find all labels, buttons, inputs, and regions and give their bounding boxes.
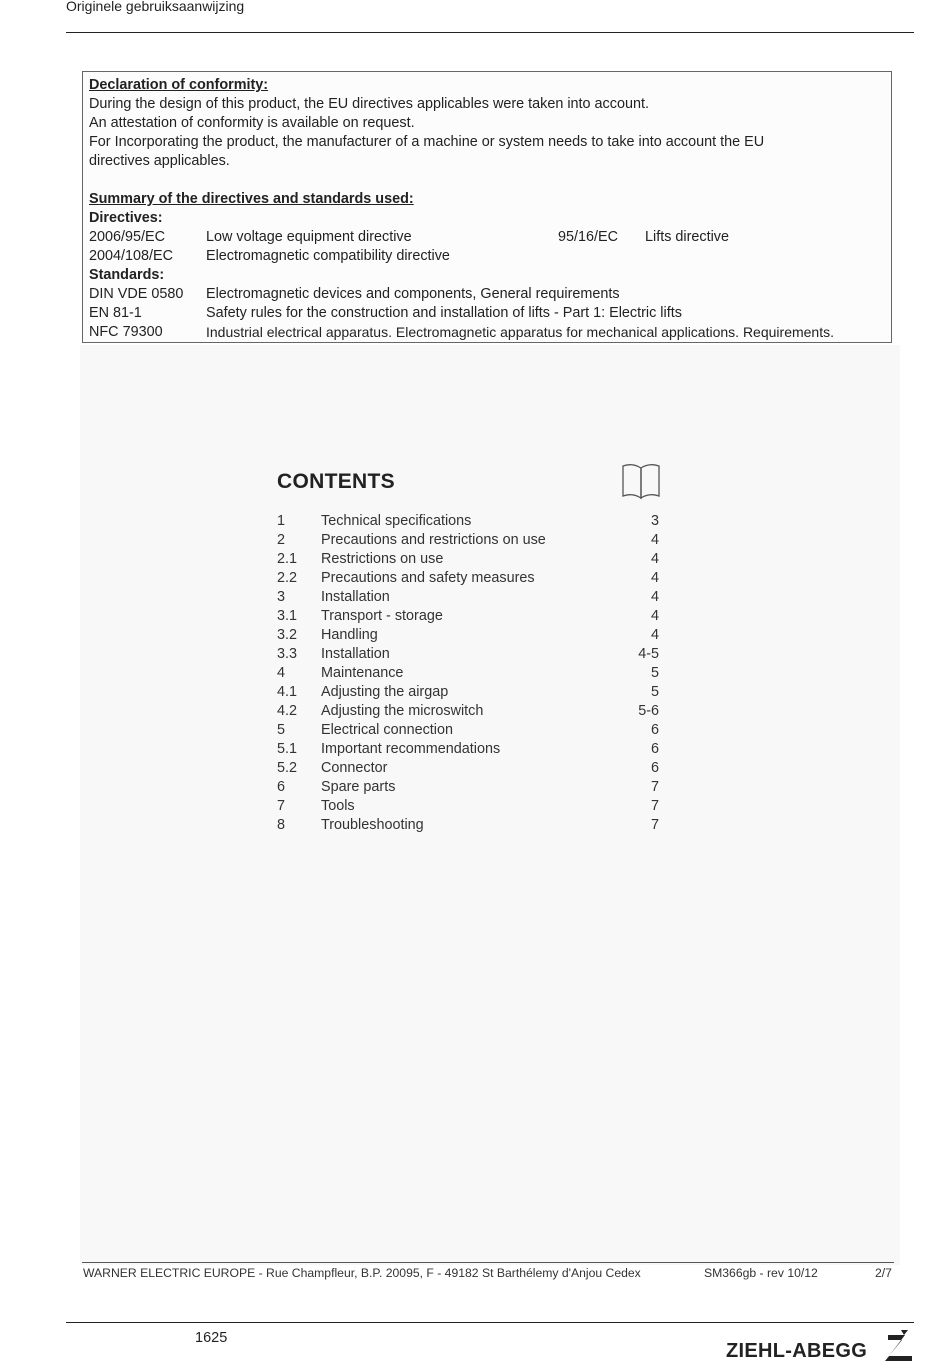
directive-name: Low voltage equipment directive xyxy=(206,229,412,245)
toc-section-number: 2.2 xyxy=(277,570,298,586)
declaration-heading: Declaration of conformity: xyxy=(89,77,269,93)
toc-page-number: 4 xyxy=(650,551,659,567)
toc-section-number: 4.2 xyxy=(277,703,298,719)
toc-row xyxy=(277,646,662,665)
toc-section-title: Important recommendations xyxy=(321,741,501,757)
directive-row xyxy=(83,248,891,267)
toc-section-number: 6 xyxy=(277,779,286,795)
toc-section-title: Adjusting the microswitch xyxy=(321,703,484,719)
table-of-contents xyxy=(277,513,662,836)
toc-section-title: Connector xyxy=(321,760,388,776)
toc-section-number: 3.3 xyxy=(277,646,298,662)
toc-row xyxy=(277,703,662,722)
footer-divider xyxy=(66,1322,914,1323)
toc-row xyxy=(277,532,662,551)
toc-section-title: Maintenance xyxy=(321,665,404,681)
toc-page-number: 5 xyxy=(650,684,659,700)
toc-row xyxy=(277,551,662,570)
toc-page-number: 7 xyxy=(650,817,659,833)
standard-code: EN 81-1 xyxy=(89,305,142,321)
inner-footer-divider xyxy=(82,1262,894,1263)
toc-section-title: Precautions and restrictions on use xyxy=(321,532,546,548)
directive-name: Lifts directive xyxy=(645,229,729,245)
toc-page-number: 6 xyxy=(650,760,659,776)
standard-row xyxy=(83,305,891,324)
toc-section-title: Tools xyxy=(321,798,355,814)
toc-row xyxy=(277,760,662,779)
declaration-line: During the design of this product, the EU directives applicables were taken into account. xyxy=(89,96,649,112)
declaration-line: directives applicables. xyxy=(89,153,230,169)
toc-section-title: Troubleshooting xyxy=(321,817,424,833)
toc-row xyxy=(277,513,662,532)
toc-row xyxy=(277,570,662,589)
toc-section-number: 2 xyxy=(277,532,286,548)
toc-page-number: 5-6 xyxy=(638,703,659,719)
toc-page-number: 4 xyxy=(650,589,659,605)
directive-code: 2006/95/EC xyxy=(89,229,166,245)
page-number: 1625 xyxy=(195,1330,228,1346)
standards-label: Standards: xyxy=(89,267,165,283)
standard-name: Industrial electrical apparatus. Electromagnetic apparatus for mechanical applications. Requirements. xyxy=(206,324,834,340)
standard-name: Electromagnetic devices and components, General requirements xyxy=(206,286,620,302)
standard-code: DIN VDE 0580 xyxy=(89,286,184,302)
toc-section-number: 3.2 xyxy=(277,627,298,643)
ziehl-abegg-logo-icon xyxy=(884,1328,914,1362)
toc-page-number: 7 xyxy=(650,779,659,795)
toc-section-number: 7 xyxy=(277,798,286,814)
page-header-title: Originele gebruiksaanwijzing xyxy=(66,0,245,14)
toc-section-number: 5.1 xyxy=(277,741,298,757)
toc-row xyxy=(277,589,662,608)
toc-page-number: 4 xyxy=(650,532,659,548)
brand-logo-text: ZIEHL-ABEGG xyxy=(726,1340,868,1362)
directive-code: 2004/108/EC xyxy=(89,248,174,264)
toc-section-title: Adjusting the airgap xyxy=(321,684,449,700)
toc-page-number: 3 xyxy=(650,513,659,529)
toc-page-number: 4 xyxy=(650,608,659,624)
toc-section-title: Electrical connection xyxy=(321,722,453,738)
toc-row xyxy=(277,608,662,627)
declaration-line: An attestation of conformity is available on request. xyxy=(89,115,415,131)
declaration-of-conformity-box xyxy=(82,71,892,343)
toc-section-title: Handling xyxy=(321,627,378,643)
header-divider xyxy=(66,32,914,33)
toc-row xyxy=(277,817,662,836)
toc-page-number: 5 xyxy=(650,665,659,681)
directive-row xyxy=(83,229,891,248)
toc-row xyxy=(277,798,662,817)
toc-section-number: 5.2 xyxy=(277,760,298,776)
toc-section-title: Installation xyxy=(321,589,390,605)
standard-code: NFC 79300 xyxy=(89,324,163,340)
inner-footer-address: WARNER ELECTRIC EUROPE - Rue Champfleur, B.P. 20095, F - 49182 St Barthélemy d'Anjou Cedex xyxy=(83,1266,641,1280)
toc-row xyxy=(277,627,662,646)
toc-page-number: 4 xyxy=(650,627,659,643)
toc-section-title: Transport - storage xyxy=(321,608,443,624)
toc-page-number: 7 xyxy=(650,798,659,814)
standard-row xyxy=(83,324,891,343)
declaration-line: For Incorporating the product, the manufacturer of a machine or system needs to take into account the EU xyxy=(89,134,765,150)
toc-section-number: 4 xyxy=(277,665,286,681)
contents-title: CONTENTS xyxy=(277,470,395,493)
toc-page-number: 4 xyxy=(650,570,659,586)
toc-section-number: 3.1 xyxy=(277,608,298,624)
inner-footer-doc-ref: SM366gb - rev 10/12 xyxy=(704,1266,818,1280)
toc-section-number: 2.1 xyxy=(277,551,298,567)
directive-code: 95/16/EC xyxy=(558,229,619,245)
toc-section-title: Spare parts xyxy=(321,779,396,795)
directive-name: Electromagnetic compatibility directive xyxy=(206,248,450,264)
summary-heading: Summary of the directives and standards used: xyxy=(89,191,414,207)
toc-section-number: 4.1 xyxy=(277,684,298,700)
toc-row xyxy=(277,684,662,703)
toc-row xyxy=(277,779,662,798)
standard-name: Safety rules for the construction and installation of lifts - Part 1: Electric lifts xyxy=(206,305,682,321)
toc-page-number: 6 xyxy=(650,722,659,738)
toc-page-number: 4-5 xyxy=(638,646,659,662)
toc-row xyxy=(277,741,662,760)
standard-row xyxy=(83,286,891,305)
toc-row xyxy=(277,665,662,684)
toc-section-number: 5 xyxy=(277,722,286,738)
toc-section-title: Precautions and safety measures xyxy=(321,570,535,586)
toc-section-number: 1 xyxy=(277,513,286,529)
toc-section-number: 8 xyxy=(277,817,286,833)
toc-section-number: 3 xyxy=(277,589,286,605)
toc-row xyxy=(277,722,662,741)
directives-label: Directives: xyxy=(89,210,163,226)
toc-section-title: Installation xyxy=(321,646,390,662)
toc-section-title: Restrictions on use xyxy=(321,551,444,567)
book-icon xyxy=(620,460,662,502)
toc-section-title: Technical specifications xyxy=(321,513,472,529)
toc-page-number: 6 xyxy=(650,741,659,757)
inner-footer-page: 2/7 xyxy=(875,1266,892,1280)
